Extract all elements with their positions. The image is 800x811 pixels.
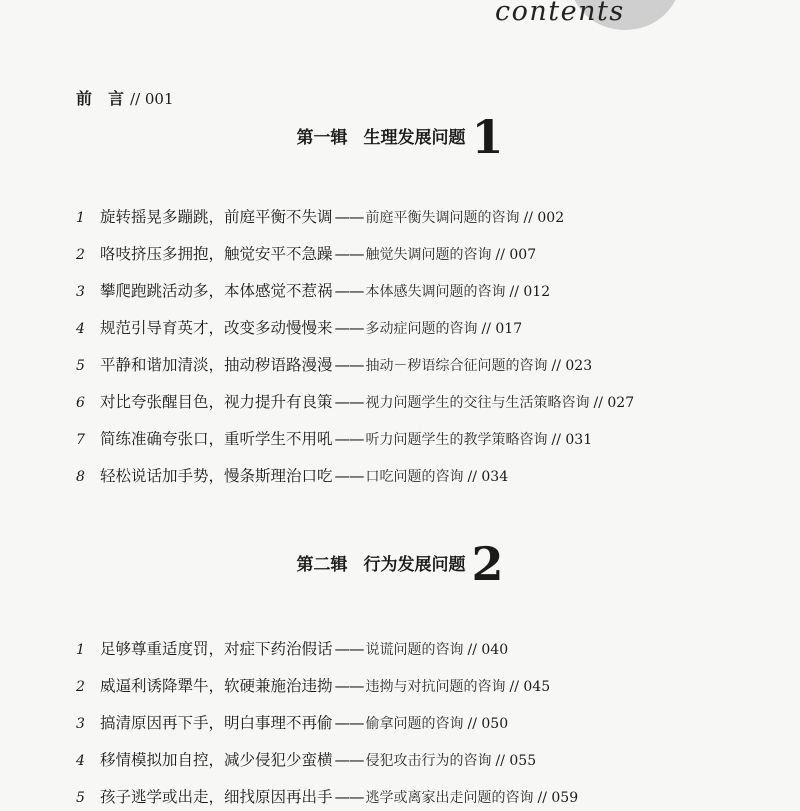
entry-title: 足够尊重适度罚，对症下药治假话 [100, 640, 333, 658]
entry-page: // 031 [551, 432, 593, 448]
entry-page: // 002 [523, 210, 565, 226]
entry-subtitle: 多动症问题的咨询 [365, 321, 478, 337]
entry-subtitle: 触觉失调问题的咨询 [365, 247, 492, 263]
entry-dash: —— [334, 430, 364, 448]
entry-dash: —— [334, 788, 364, 806]
entry-dash: —— [334, 282, 364, 300]
entry-dash: —— [334, 677, 364, 695]
toc-entry[interactable] [76, 315, 522, 341]
entry-dash: —— [334, 640, 364, 658]
entry-dash: —— [334, 319, 364, 337]
entry-subtitle: 说谎问题的咨询 [365, 642, 464, 658]
entry-title: 攀爬跑跳活动多，本体感觉不惹祸 [100, 282, 333, 300]
entry-number: 3 [76, 716, 85, 732]
entry-number: 2 [76, 247, 85, 263]
entry-subtitle: 抽动－秽语综合征问题的咨询 [365, 358, 548, 374]
entry-page: // 055 [495, 753, 537, 769]
toc-entry[interactable] [76, 426, 592, 452]
entry-number: 8 [76, 469, 85, 485]
entry-dash: —— [334, 245, 364, 263]
section-title: 生理发展问题 [363, 128, 466, 148]
entry-title: 孩子逃学或出走，细找原因再出手 [100, 788, 333, 806]
entry-page: // 023 [551, 358, 593, 374]
section-heading-1 [0, 110, 800, 164]
entry-title: 简练准确夸张口，重听学生不用吼 [100, 430, 333, 448]
toc-entry[interactable] [76, 204, 564, 230]
toc-entry[interactable] [76, 241, 536, 267]
entry-subtitle: 偷拿问题的咨询 [365, 716, 464, 732]
section-label: 第一辑 [296, 128, 348, 148]
entry-page: // 050 [467, 716, 509, 732]
entry-page: // 027 [593, 395, 635, 411]
entry-dash: —— [334, 356, 364, 374]
toc-entry[interactable] [76, 673, 550, 699]
entry-number: 2 [76, 679, 85, 695]
entry-subtitle: 听力问题学生的教学策略咨询 [365, 432, 548, 448]
preface-entry[interactable] [76, 86, 174, 109]
toc-entry[interactable] [76, 278, 550, 304]
entry-page: // 034 [467, 469, 509, 485]
toc-entry[interactable] [76, 389, 634, 415]
entry-number: 5 [76, 790, 85, 806]
entry-title: 旋转摇晃多蹦跳，前庭平衡不失调 [100, 208, 333, 226]
preface-label: 前 言 [76, 89, 125, 108]
entry-number: 5 [76, 358, 85, 374]
entry-page: // 017 [481, 321, 523, 337]
entry-number: 4 [76, 321, 85, 337]
section-number: 1 [471, 110, 504, 164]
entry-page: // 007 [495, 247, 537, 263]
toc-entry[interactable] [76, 636, 508, 662]
entry-number: 1 [76, 210, 85, 226]
entry-title: 平静和谐加清淡，抽动秽语路漫漫 [100, 356, 333, 374]
section-label: 第二辑 [296, 555, 348, 575]
entry-title: 规范引导育英才，改变多动慢慢来 [100, 319, 333, 337]
entry-dash: —— [334, 714, 364, 732]
entry-page: // 059 [537, 790, 579, 806]
entry-dash: —— [334, 467, 364, 485]
toc-entry[interactable] [76, 352, 592, 378]
entry-title: 轻松说话加手势，慢条斯理治口吃 [100, 467, 333, 485]
toc-entry[interactable] [76, 747, 536, 773]
entry-title: 咯吱挤压多拥抱，触觉安平不急躁 [100, 245, 333, 263]
contents-title: contents [495, 0, 625, 27]
entry-subtitle: 视力问题学生的交往与生活策略咨询 [365, 395, 590, 411]
entry-subtitle: 违拗与对抗问题的咨询 [365, 679, 506, 695]
entry-number: 7 [76, 432, 85, 448]
entry-number: 4 [76, 753, 85, 769]
entry-subtitle: 侵犯攻击行为的咨询 [365, 753, 492, 769]
entry-page: // 045 [509, 679, 551, 695]
section-title: 行为发展问题 [363, 555, 466, 575]
toc-entry[interactable] [76, 463, 508, 489]
entry-subtitle: 前庭平衡失调问题的咨询 [365, 210, 520, 226]
section-heading-2 [0, 537, 800, 591]
entry-dash: —— [334, 208, 364, 226]
entry-title: 对比夸张醒目色，视力提升有良策 [100, 393, 333, 411]
entry-dash: —— [334, 393, 364, 411]
entry-title: 威逼利诱降犟牛，软硬兼施治违拗 [100, 677, 333, 695]
entry-number: 1 [76, 642, 85, 658]
entry-number: 3 [76, 284, 85, 300]
section-number: 2 [471, 537, 504, 591]
entry-subtitle: 口吃问题的咨询 [365, 469, 464, 485]
entry-subtitle: 本体感失调问题的咨询 [365, 284, 506, 300]
entry-title: 移情模拟加自控，减少侵犯少蛮横 [100, 751, 333, 769]
entry-subtitle: 逃学或离家出走问题的咨询 [365, 790, 534, 806]
entry-number: 6 [76, 395, 85, 411]
toc-entry[interactable] [76, 710, 508, 736]
entry-page: // 012 [509, 284, 551, 300]
entry-page: // 040 [467, 642, 509, 658]
preface-page: // 001 [130, 90, 174, 108]
toc-entry[interactable] [76, 784, 578, 810]
entry-dash: —— [334, 751, 364, 769]
entry-title: 搞清原因再下手，明白事理不再偷 [100, 714, 333, 732]
